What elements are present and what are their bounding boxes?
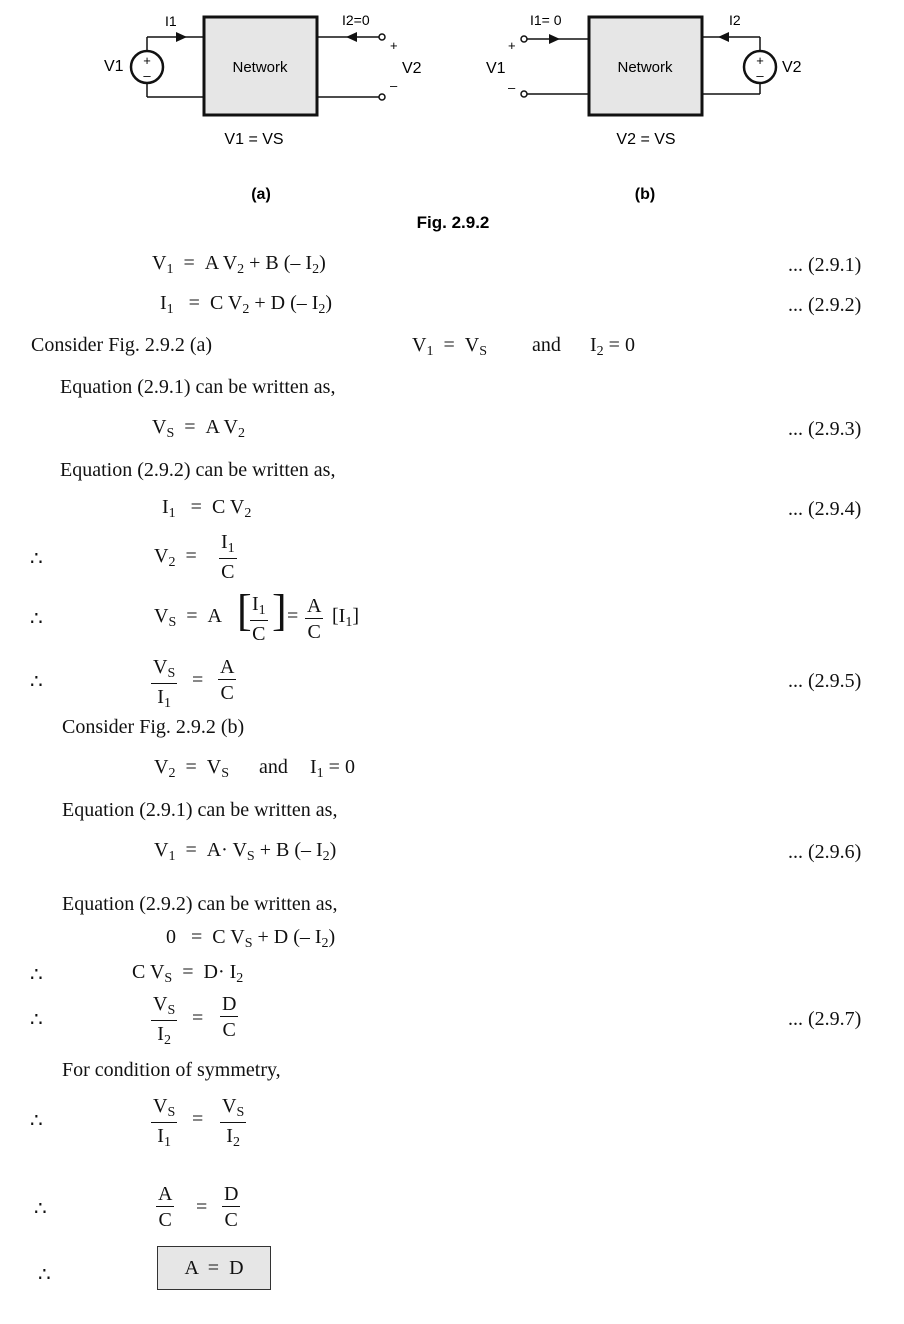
condition-eq-b-2: $I_1 = 0$: [310, 756, 355, 781]
fraction: $\frac{V_S}{I_1}$: [153, 656, 176, 711]
eq-number: ... (2.9.7): [788, 1008, 862, 1030]
condition-eq-b: $V_2 = V_S$: [154, 756, 229, 781]
network-label-a: Network: [232, 59, 288, 76]
fraction: $\frac{A}{C}$: [220, 656, 235, 704]
fraction: $\frac{A}{C}$: [307, 595, 322, 643]
fraction: $\frac{D}{C}$: [224, 1183, 239, 1231]
svg-text:–: –: [508, 80, 516, 95]
svg-text:–: –: [390, 78, 398, 93]
bracket-i1: $[I_1]$: [332, 605, 359, 630]
i2-label-a: I2=0: [342, 12, 370, 28]
eq-number: ... (2.9.3): [788, 418, 862, 440]
fraction: $\frac{V_S}{I_2}$: [222, 1095, 245, 1150]
i1-label-b: I1= 0: [530, 12, 562, 28]
text-line: Equation (2.9.2) can be written as,: [60, 459, 336, 481]
equals: =: [196, 1196, 208, 1218]
figure-2-9-2: [0, 0, 904, 240]
svg-text:–: –: [756, 68, 764, 83]
eq-number: ... (2.9.4): [788, 498, 862, 520]
eq-number: ... (2.9.1): [788, 254, 862, 276]
fraction: $\frac{A}{C}$: [158, 1183, 173, 1231]
fraction: $\frac{I_1}{C}$: [221, 531, 235, 583]
bracket-right: ]: [272, 586, 287, 635]
label-a: (a): [251, 186, 271, 203]
bracket-left: [: [237, 586, 252, 635]
equals: =: [192, 1108, 204, 1130]
eq-number: ... (2.9.6): [788, 841, 862, 863]
eq-number: ... (2.9.2): [788, 294, 862, 316]
condition-eq-a-2: $I_2 = 0$: [590, 334, 635, 359]
fraction: $\frac{V_S}{I_1}$: [153, 1095, 176, 1150]
therefore-symbol: ∴: [30, 1110, 43, 1132]
result-box: [157, 1246, 271, 1290]
and-word: and: [259, 756, 288, 778]
v1-label-a: V1: [104, 58, 124, 75]
eq-vs: $V_S = A$: [154, 605, 222, 630]
fraction: $\frac{D}{C}$: [222, 993, 237, 1041]
i1-label-a: I1: [165, 13, 177, 29]
current-arrow-i2-a: [346, 32, 357, 42]
circuit-a: [104, 12, 422, 203]
eq-2-9-6: $V_1 = A\cdot V_S + B$ (– $I_2$): [154, 839, 337, 864]
v2-label-b: V2: [782, 59, 802, 76]
result-text: A = D: [184, 1256, 244, 1279]
network-label-b: Network: [617, 59, 673, 76]
therefore-symbol: ∴: [30, 548, 43, 570]
figure-caption: Fig. 2.9.2: [416, 213, 490, 232]
and-word: and: [532, 334, 561, 356]
consider-text-b: Consider Fig. 2.9.2 (b): [62, 716, 245, 738]
therefore-symbol: ∴: [38, 1264, 51, 1286]
text-line: Equation (2.9.1) can be written as,: [60, 376, 336, 398]
text-line: Equation (2.9.1) can be written as,: [62, 799, 338, 821]
svg-text:+: +: [390, 38, 398, 53]
therefore-symbol: ∴: [30, 608, 43, 630]
condition-a: V1 = VS: [224, 131, 284, 148]
current-arrow-i2-b: [718, 32, 729, 42]
text-line: For condition of symmetry,: [62, 1059, 281, 1081]
fraction: $\frac{V_S}{I_2}$: [153, 993, 176, 1048]
equals: =: [192, 669, 204, 691]
circuit-b: [486, 12, 802, 203]
equals: =: [287, 605, 299, 627]
eq-zero: 0 = C $V_S + D$ (– $I_2$): [166, 926, 336, 951]
eq-number: ... (2.9.5): [788, 670, 862, 692]
consider-text-a: Consider Fig. 2.9.2 (a): [31, 334, 213, 356]
therefore-symbol: ∴: [30, 671, 43, 693]
therefore-symbol: ∴: [30, 1009, 43, 1031]
eq-2-9-3: $V_S = A$ $V_2$: [152, 416, 245, 441]
eq-2-9-2: $I_1 = C$ $V_2 + D$ (– $I_2$): [160, 292, 333, 317]
current-arrow-i1-a: [176, 32, 187, 42]
text-line: Equation (2.9.2) can be written as,: [62, 893, 338, 915]
i2-label-b: I2: [729, 12, 741, 28]
eq-2-9-1: $V_1 = A$ $V_2 + B$ (– $I_2$): [152, 252, 326, 277]
label-b: (b): [634, 186, 656, 203]
therefore-symbol: ∴: [34, 1198, 47, 1220]
condition-eq-a: $V_1 = V_S$: [412, 334, 487, 359]
current-arrow-i1-b: [549, 34, 560, 44]
svg-text:+: +: [508, 38, 516, 53]
eq-v2: $V_2$ =: [154, 545, 197, 570]
v2-label-a: V2: [402, 60, 422, 77]
svg-text:+: +: [143, 53, 151, 68]
svg-text:–: –: [143, 68, 151, 83]
fraction: $\frac{I_1}{C}$: [252, 593, 266, 645]
svg-text:+: +: [756, 53, 764, 68]
eq-2-9-4: $I_1 = C$ $V_2$: [162, 496, 252, 521]
v1-label-b: V1: [486, 60, 506, 77]
therefore-symbol: ∴: [30, 964, 43, 986]
eq-cvs: C $V_S = D\cdot I_2$: [132, 961, 244, 986]
condition-b: V2 = VS: [616, 131, 676, 148]
equals: =: [192, 1007, 204, 1029]
